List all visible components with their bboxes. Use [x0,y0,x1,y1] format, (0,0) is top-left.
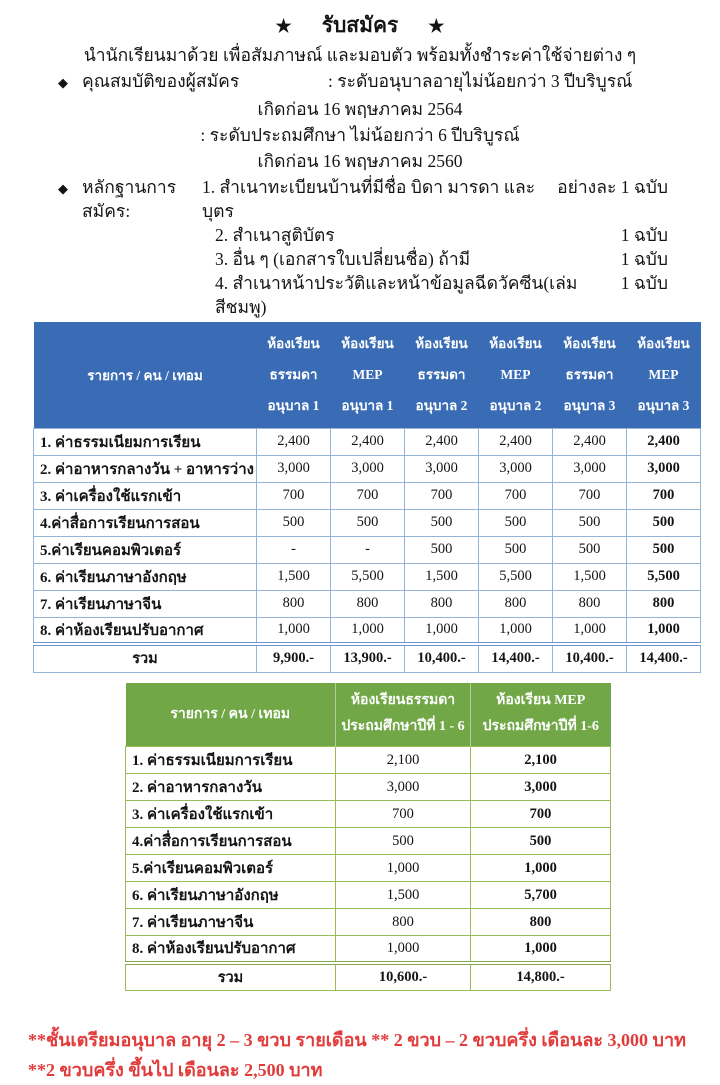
fee-item-label: 2. ค่าอาหารกลางวัน + อาหารว่าง [34,455,257,482]
document-item [0,223,720,247]
class-column-header: ห้องเรียน ธรรมดา อนุบาล 1 [257,322,331,428]
items-column-header: รายการ / คน / เทอม [34,322,257,428]
fee-value: 1,000 [405,617,479,644]
primary-fee-table [125,683,611,992]
fee-value: 800 [471,909,611,936]
class-column-header: ห้องเรียน MEP อนุบาล 3 [627,322,701,428]
page-title [0,0,720,42]
fee-value: 500 [553,509,627,536]
fee-item-label: 3. ค่าเครื่องใช้แรกเข้า [126,801,336,828]
fee-value: 3,000 [479,455,553,482]
qualification-row [0,68,720,96]
fee-value: 800 [336,909,471,936]
fee-value: 5,700 [471,882,611,909]
qualification-kindergarten: : ระดับอนุบาลอายุไม่น้อยกว่า 3 ปีบริบูรณ์ [328,71,633,91]
document-copies: 1 ฉบับ [620,249,668,269]
document-text: 4. สำเนาหน้าประวัติและหน้าข้อมูลฉีดวัคซีน(เล่มสีชมพู) [215,273,578,317]
fee-row [126,828,611,855]
fee-value: 1,500 [336,882,471,909]
fee-value: 500 [331,509,405,536]
fee-row [34,482,701,509]
class-column-header: ห้องเรียนธรรมดา ประถมศึกษาปีที่ 1 - 6 [336,683,471,747]
fee-value: 3,000 [331,455,405,482]
fee-row [34,590,701,617]
fee-value: 500 [553,536,627,563]
fee-value: 700 [331,482,405,509]
star-icon: ★ [428,15,445,36]
fee-value: 1,500 [405,563,479,590]
total-value: 10,400.- [553,644,627,672]
fee-value: 500 [471,828,611,855]
primary-birthdate: เกิดก่อน 16 พฤษภาคม 2560 [257,151,463,171]
fee-value: 3,000 [471,774,611,801]
fee-value: 500 [627,536,701,563]
qualification-label: คุณสมบัติของผู้สมัคร [82,71,240,91]
fee-item-label: 1. ค่าธรรมเนียมการเรียน [126,747,336,774]
fee-row [126,882,611,909]
fee-value: 500 [405,536,479,563]
total-value: 10,600.- [336,963,471,991]
document-item [0,175,720,223]
fee-value: 2,400 [331,428,405,455]
fee-row [34,536,701,563]
fee-value: 500 [336,828,471,855]
total-value: 10,400.- [405,644,479,672]
fee-value: 1,500 [553,563,627,590]
qualification-primary: : ระดับประถมศึกษา ไม่น้อยกว่า 6 ปีบริบูรณ์ [200,125,520,145]
pre-kindergarten-footnote: **ชั้นเตรียมอนุบาล อายุ 2 – 3 ขวบ รายเดือน ** 2 ขวบ – 2 ขวบครึ่ง เดือนละ 3,000 บาท **2 ขวบครึ่ง ขึ้นไป เดือนละ 2,500 บาท [28,1030,686,1080]
fee-value: 5,500 [627,563,701,590]
fee-value: 500 [627,509,701,536]
class-column-header: ห้องเรียน MEP อนุบาล 2 [479,322,553,428]
class-column-header: ห้องเรียน ธรรมดา อนุบาล 2 [405,322,479,428]
fee-item-label: 2. ค่าอาหารกลางวัน [126,774,336,801]
fee-value: 800 [331,590,405,617]
total-row [126,963,611,991]
fee-value: 5,500 [331,563,405,590]
header-row [126,683,611,747]
fee-value: 2,400 [479,428,553,455]
total-label: รวม [126,963,336,991]
star-icon: ★ [275,15,292,36]
fee-row [126,747,611,774]
fee-value: 800 [405,590,479,617]
fee-value: 700 [627,482,701,509]
class-column-header: ห้องเรียน MEP อนุบาล 1 [331,322,405,428]
fee-value: 3,000 [553,455,627,482]
fee-value: 3,000 [336,774,471,801]
total-row [34,644,701,672]
fee-value: 1,000 [336,936,471,963]
fee-item-label: 4.ค่าสื่อการเรียนการสอน [34,509,257,536]
class-column-header: ห้องเรียน ธรรมดา อนุบาล 3 [553,322,627,428]
fee-value: 800 [553,590,627,617]
fee-value: 3,000 [257,455,331,482]
fee-value: 1,000 [331,617,405,644]
fee-value: 800 [627,590,701,617]
fee-value: 3,000 [627,455,701,482]
fee-value: 500 [479,509,553,536]
fee-item-label: 8. ค่าห้องเรียนปรับอากาศ [34,617,257,644]
class-column-header: ห้องเรียน MEP ประถมศึกษาปีที่ 1-6 [471,683,611,747]
total-value: 14,400.- [627,644,701,672]
fee-row [34,617,701,644]
fee-value: 1,000 [257,617,331,644]
fee-item-label: 6. ค่าเรียนภาษาอังกฤษ [126,882,336,909]
fee-value: 2,400 [553,428,627,455]
fee-value: 1,000 [553,617,627,644]
total-value: 9,900.- [257,644,331,672]
fee-value: 500 [405,509,479,536]
document-text: 2. สำเนาสูติบัตร [215,225,335,245]
fee-value: 3,000 [405,455,479,482]
fee-value: 500 [257,509,331,536]
fee-value: 700 [336,801,471,828]
fee-item-label: 8. ค่าห้องเรียนปรับอากาศ [126,936,336,963]
fee-value: 700 [471,801,611,828]
fee-value: 700 [257,482,331,509]
fee-value: 5,500 [479,563,553,590]
fee-value: 2,400 [627,428,701,455]
fee-item-label: 7. ค่าเรียนภาษาจีน [126,909,336,936]
fee-value: 700 [405,482,479,509]
fee-row [126,909,611,936]
fee-value: 1,000 [479,617,553,644]
fee-item-label: 7. ค่าเรียนภาษาจีน [34,590,257,617]
fee-row [126,774,611,801]
fee-value: 2,400 [405,428,479,455]
document-copies: 1 ฉบับ [620,273,668,293]
fee-row [34,509,701,536]
kindergarten-fee-table [33,322,701,673]
document-text: 3. อื่น ๆ (เอกสารใบเปลี่ยนชื่อ) ถ้ามี [215,249,471,269]
fee-row [126,936,611,963]
fee-item-label: 4.ค่าสื่อการเรียนการสอน [126,828,336,855]
document-text: 1. สำเนาทะเบียนบ้านที่มีชื่อ บิดา มารดา และบุตร [202,177,536,221]
total-value: 14,800.- [471,963,611,991]
fee-value: 800 [257,590,331,617]
fee-row [34,428,701,455]
intro-line: นำนักเรียนมาด้วย เพื่อสัมภาษณ์ และมอบตัว พร้อมทั้งชำระค่าใช้จ่ายต่าง ๆ [83,45,637,65]
diamond-icon: ◆ [58,75,68,90]
fee-value: 2,100 [336,747,471,774]
fee-item-label: 6. ค่าเรียนภาษาอังกฤษ [34,563,257,590]
fee-value: 800 [479,590,553,617]
fee-value: 1,000 [627,617,701,644]
fee-item-label: 3. ค่าเครื่องใช้แรกเข้า [34,482,257,509]
items-column-header: รายการ / คน / เทอม [126,683,336,747]
fee-value: 700 [553,482,627,509]
fee-value: 1,500 [257,563,331,590]
fee-row [34,563,701,590]
document-copies: 1 ฉบับ [620,225,668,245]
fee-row [34,455,701,482]
fee-value: - [257,536,331,563]
header-row [34,322,701,428]
fee-value: 1,000 [471,855,611,882]
document-copies: อย่างละ 1 ฉบับ [557,177,668,197]
fee-value: 500 [479,536,553,563]
title-text: รับสมัคร [321,13,399,37]
document-item [0,271,720,319]
total-value: 13,900.- [331,644,405,672]
fee-value: 1,000 [471,936,611,963]
documents-section [0,175,720,319]
total-label: รวม [34,644,257,672]
kindergarten-birthdate: เกิดก่อน 16 พฤษภาคม 2564 [257,99,463,119]
fee-item-label: 1. ค่าธรรมเนียมการเรียน [34,428,257,455]
diamond-icon: ◆ [58,181,68,196]
fee-row [126,855,611,882]
fee-value: - [331,536,405,563]
fee-row [126,801,611,828]
fee-value: 2,100 [471,747,611,774]
fee-value: 2,400 [257,428,331,455]
total-value: 14,400.- [479,644,553,672]
document-item [0,247,720,271]
fee-item-label: 5.ค่าเรียนคอมพิวเตอร์ [126,855,336,882]
fee-value: 700 [479,482,553,509]
documents-label: หลักฐานการสมัคร: [82,177,177,221]
fee-value: 1,000 [336,855,471,882]
fee-item-label: 5.ค่าเรียนคอมพิวเตอร์ [34,536,257,563]
